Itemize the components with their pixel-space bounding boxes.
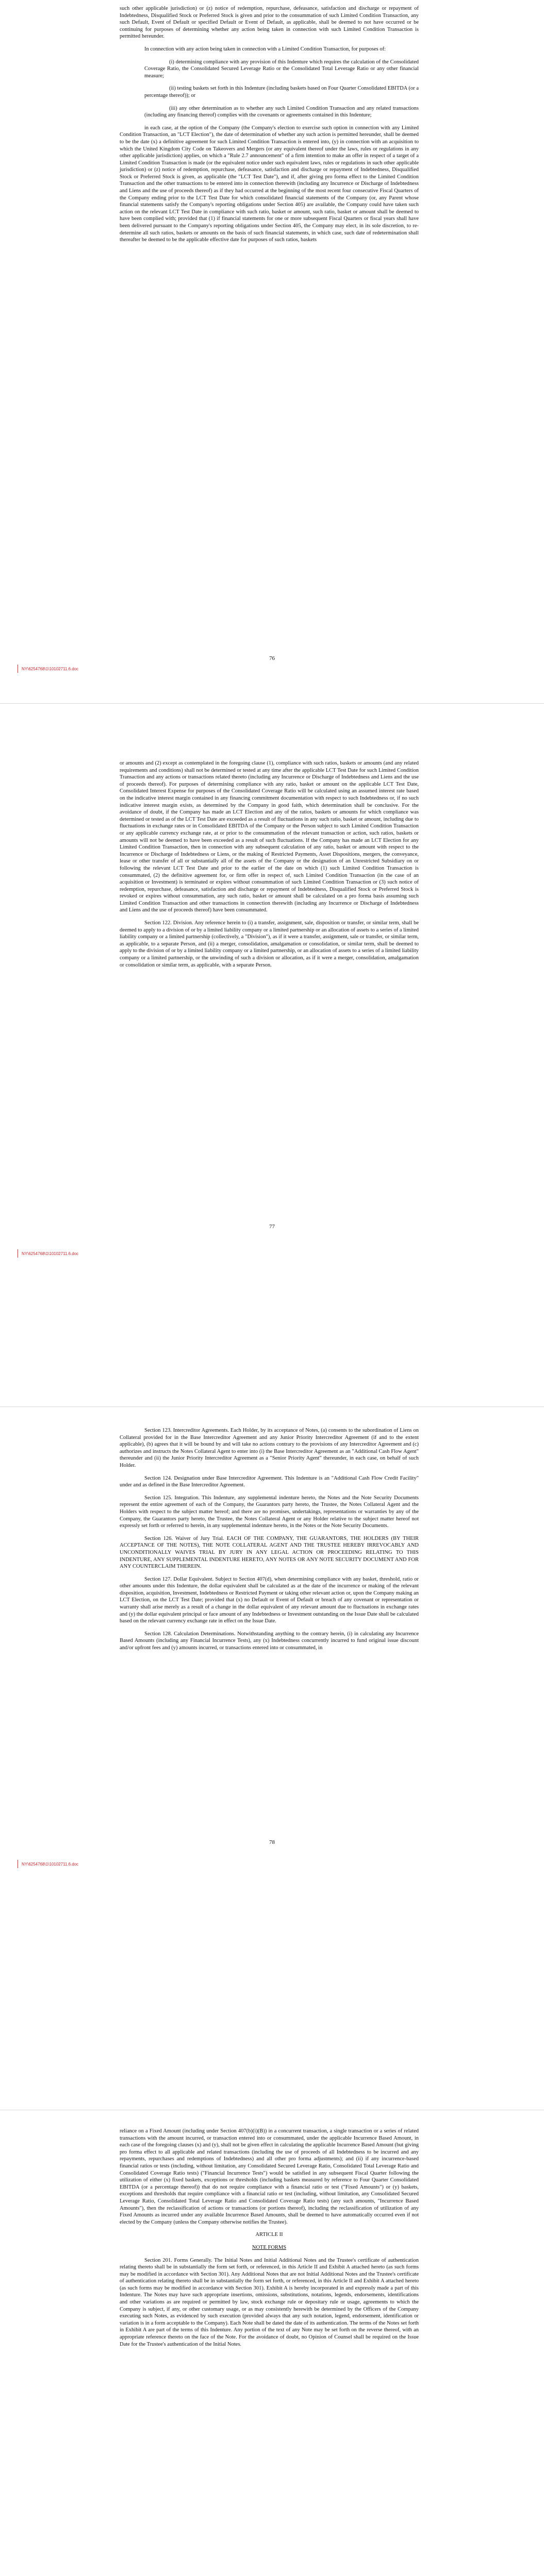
paragraph: Section 127. Dollar Equivalent. Subject to Section 407(d), when determining compliance with any basket, threshold, ratio or other amounts under this Indenture, the dollar equivalent shall be calculated as at the date of the incurrence or making of the relevant disposition, acquisition, Investment, Indebtedness or Restricted Payment or taking other relevant action or, upon the Company making an LCT Election, on the LCT Test Date; provided that (x) no Default or Event of Default or breach of any covenant or representation or warranty shall arise merely as a result of a change in the dollar equivalent of any relevant amount due to fluctuations in exchange rates and (y) the dollar equivalent principal or face amount of any Indebtedness or Investment outstanding on the Issue Date shall be calculated based on the relevant currency exchange rate in effect on the Issue Date.: [120, 1576, 419, 1624]
article-title: ARTICLE II: [255, 2232, 283, 2238]
page-77-body: [120, 760, 419, 974]
page-76-body: [120, 5, 419, 249]
paragraph: Section 125. Integration. This Indenture, any supplemental indenture hereto, the Notes and the Note Security Documents represent the entire agreement of each of the Company, the Guarantors party hereto, the Trustee, the Notes Collateral Agent and the Holders with respect to the subject matter hereof; and there are no promises, undertakings, representations or warranties by any of the Company, the Guarantors party hereto, the Trustee, the Notes Collateral Agent or any Holder relative to the subject matter hereof not expressly set forth or referred to herein, in any supplemental indenture hereto, in the Notes or the Note Security Documents.: [120, 1495, 419, 1529]
paragraph: Section 122. Division. Any reference herein to (i) a transfer, assignment, sale, disposition or transfer, or similar term, shall be deemed to apply to a division of or by a limited liability company or a limited partnership or an allocation of assets to a series of a limited liability company or a limited partnership (collectively, a "Division"), as if it were a transfer, assignment, sale or transfer, or similar term, as applicable, to a separate Person, and (ii) a merger, consolidation, amalgamation or consolidation, or similar term, shall be deemed to apply to the division of or by a limited liability company or a limited partnership, or an allocation of assets to a series of a limited liability company or a limited partnership, or the unwinding of such a division or allocation, as if it were a merger, consolidation, amalgamation or consolidation or similar term, as applicable, with a separate Person.: [120, 920, 419, 968]
article-subtitle: NOTE FORMS: [252, 2244, 287, 2250]
paragraph: In connection with any action being taken in connection with a Limited Condition Transaction, for purposes of:: [144, 46, 386, 52]
page-77: [0, 703, 544, 1406]
paragraph: reliance on a Fixed Amount (including under Section 407(b)(i)(B)) in a concurrent transaction, a single transaction or a series of related transactions with the amount incurred, or transaction entered into or consummated, under the applicable Incurrence Based Amount, in each case of the foregoing clauses (x) and (y), shall not be given effect in calculating the applicable Incurrence Based Amount (but giving pro forma effect to all applicable and related transactions (including the use of proceeds of all Indebtedness to be incurred and any repayments, repurchases and redemptions of Indebtedness) and all other pro forma adjustments); and (ii) if any incurrence-based financial ratios or tests (including, without limitation, any Consolidated Secured Leverage Ratio, Consolidated Total Leverage Ratio and Consolidated Coverage Ratio tests) ("Financial Incurrence Tests") would be satisfied in any subsequent Fiscal Quarter following the utilization of either (x) fixed baskets, exceptions or thresholds (including baskets measured by reference to Four Quarter Consolidated EBITDA (or a percentage thereof)) that do not require compliance with a financial ratio or test ("Fixed Amounts") or (y) baskets, exceptions and thresholds that require compliance with a financial ratio or test (including, without limitation, any Consolidated Secured Leverage Ratio, Consolidated Total Leverage Ratio and Consolidated Coverage Ratio tests) (any such amounts, "Incurrence Based Amounts"), then the reclassification of actions or transactions (or portions thereof), including the reclassification of utilization of any Fixed Amounts as incurred under any available Incurrence Based Amounts, shall be deemed to have automatically occurred even if not elected by the Company (unless the Company otherwise notifies the Trustee).: [120, 2128, 419, 2225]
paragraph: (ii) testing baskets set forth in this Indenture (including baskets based on Four Quarter Consolidated EBITDA (or a percentage thereof)); or: [144, 86, 419, 98]
paragraph: (iii) any other determination as to whether any such Limited Condition Transaction and any related transactions (including any financing thereof) complies with the covenants or agreements contained in this Indenture;: [144, 105, 419, 118]
page-79: [0, 2110, 544, 2576]
document-id: NY\6254768\1\10102711.6.doc: [22, 1862, 79, 1867]
page-78-body: [120, 1427, 419, 1657]
page-number: 77: [269, 1224, 275, 1230]
paragraph: such other applicable jurisdiction) or (z) notice of redemption, repurchase, defeasance, satisfaction and discharge or repayment of Indebtedness, Disqualified Stock or Preferred Stock is given and prior to the consummation of such Limited Condition Transaction, any such Default, Event of Default or specified Default or Event of Default, as applicable, shall be deemed to not have occurred or be continuing for purposes of determining whether any action being taken in connection with such Limited Condition Transaction is permitted hereunder.: [120, 6, 419, 40]
page-79-body: [120, 2128, 419, 2353]
page-78: [0, 1406, 544, 2110]
page-number: 78: [269, 1839, 275, 1845]
paragraph: Section 123. Intercreditor Agreements. Each Holder, by its acceptance of Notes, (a) consents to the subordination of Liens on Collateral provided for in the Base Intercreditor Agreement and any Junior Priority Intercreditor Agreement (if and to the extent applicable), (b) agrees that it will be bound by and will take no actions contrary to the provisions of any Intercreditor Agreement and (c) authorizes and instructs the Notes Collateral Agent to enter into (i) the Base Intercreditor Agreement as an "Additional Cash Flow Agent" thereunder and (ii) the Junior Priority Intercreditor Agreement as a "Senior Priority Agent" thereunder, in each case, on behalf of such Holder.: [120, 1428, 419, 1468]
page-76: [0, 0, 544, 703]
paragraph: or amounts and (2) except as contemplated in the foregoing clause (1), compliance with such ratios, baskets or amounts (and any related requirements and conditions) shall not be determined or tested at any time after the applicable LCT Test Date for such Limited Condition Transaction and any actions or transactions related thereto (including any Incurrence or Discharge of Indebtedness and Liens and the use of proceeds thereof). For purposes of determining compliance with any ratio, basket or amount on the applicable LCT Test Date, Consolidated Interest Expense for purposes of the Consolidated Coverage Ratio will be calculated using an assumed interest rate based on the indicative interest margin contained in any financing commitment documentation with respect to such Indebtedness or, if no such indicative interest margin exists, as determined by the Company in good faith, which determination shall be conclusive. For the avoidance of doubt, if the Company has made an LCT Election and any of the ratios, baskets or amounts for which compliance was determined or tested as of the LCT Test Date are exceeded as a result of fluctuations in any such ratio, basket or amount, including due to fluctuations in exchange rates or in Consolidated EBITDA of the Company or the Person subject to such Limited Condition Transaction or any applicable currency exchange rate, at or prior to the consummation of the relevant transaction or action, such ratios, baskets or amounts will not be deemed to have been exceeded as a result of such fluctuations. If the Company has made an LCT Election for any Limited Condition Transaction, then in connection with any subsequent calculation of any ratio, basket or amount with respect to the Incurrence or Discharge of Indebtedness or Liens, or the making of Restricted Payments, Asset Dispositions, mergers, the conveyance, lease or other transfer of all or substantially all of the assets of the Company or the designation of an Unrestricted Subsidiary on or following the relevant LCT Test Date and prior to the earlier of the date on which (1) such Limited Condition Transaction is consummated, (2) the definitive agreement for, or firm offer in respect of, such Limited Condition Transaction (in the case of an acquisition or Investment) is terminated or expires without consummation of such Limited Condition Transaction or (3) such notice of redemption, repurchase, defeasance, satisfaction and discharge or repayment of Indebtedness, Disqualified Stock or Preferred Stock is revoked or expires without consummation, any such ratio, basket or amount shall be calculated on a pro forma basis assuming such Limited Condition Transaction and other transactions in connection therewith (including any Incurrence or Discharge of Indebtedness and Liens and the use of proceeds thereof) have been consummated.: [120, 760, 419, 913]
paragraph: Section 124. Designation under Base Intercreditor Agreement. This Indenture is an "Additional Cash Flow Credit Facility" under and as defined in the Base Intercreditor Agreement.: [120, 1475, 419, 1488]
paragraph: Section 201. Forms Generally. The Initial Notes and Initial Additional Notes and the Trustee's certificate of authentication relating thereto shall be in substantially the form set forth, or referenced, in this Article II and Exhibit A attached hereto (as such forms may be modified in accordance with Section 301). Any Additional Notes that are not Initial Additional Notes and the Trustee's certificate of authentication relating thereto shall be in substantially the form set forth, or referenced, in this Article II and Exhibit A attached hereto (as such forms may be modified in accordance with Section 301). Exhibit A is hereby incorporated in and expressly made a part of this Indenture. The Notes may have such appropriate insertions, omissions, substitutions, notations, legends, endorsements, identifications and other variations as are required or permitted by law, stock exchange rule or depositary rule or usage, agreements to which the Company is subject, if any, or other customary usage, or as may consistently herewith be determined by the Officers of the Company executing such Notes, as evidenced by such execution (provided always that any such notation, legend, endorsement, identification or variation is in a form acceptable to the Company). Each Note shall be dated the date of its authentication. The terms of the Notes set forth in Exhibit A are part of the terms of this Indenture. Any portion of the text of any Note may be set forth on the reverse thereof, with an appropriate reference thereto on the face of the Note. For the avoidance of doubt, no Opinion of Counsel shall be required on the Issue Date for the Trustee's authentication of the Initial Notes.: [120, 2257, 419, 2347]
paragraph: (i) determining compliance with any provision of this Indenture which requires the calculation of the Consolidated Coverage Ratio, the Consolidated Secured Leverage Ratio or the Consolidated Total Leverage Ratio or any other financial measure;: [144, 59, 419, 79]
paragraph: Section 126. Waiver of Jury Trial. EACH OF THE COMPANY, THE GUARANTORS, THE HOLDERS (BY THEIR ACCEPTANCE OF THE NOTES), THE NOTE COLLATERAL AGENT AND THE TRUSTEE HEREBY IRREVOCABLY AND UNCONDITIONALLY WAIVES TRIAL BY JURY IN ANY LEGAL ACTION OR PROCEEDING RELATING TO THIS INDENTURE, ANY SUPPLEMENTAL INDENTURE HERETO, ANY NOTES OR ANY NOTE SECURITY DOCUMENT AND FOR ANY COUNTERCLAIM THEREIN.: [120, 1535, 419, 1570]
paragraph: in each case, at the option of the Company (the Company's election to exercise such option in connection with any Limited Condition Transaction, an "LCT Election"), the date of determination of whether any such action is permitted hereunder, shall be deemed to be the date (x) a definitive agreement for such Limited Condition Transaction is entered into, (y) in connection with an acquisition to which the United Kingdom City Code on Takeovers and Mergers (or any equivalent thereof under the laws, rules or regulations in any other applicable jurisdiction) applies, on which a "Rule 2.7 announcement" of a firm intention to make an offer in respect of a target of a Limited Condition Transaction is made (or the equivalent notice under such equivalent laws, rules or regulations in such other applicable jurisdiction) or (z) notice of redemption, repurchase, defeasance, satisfaction and discharge or repayment of Indebtedness, Disqualified Stock or Preferred Stock is given, as applicable (the "LCT Test Date"), and if, after giving pro forma effect to the Limited Condition Transaction and the other transactions to be entered into in connection therewith (including any Incurrence or Discharge of Indebtedness and Liens and the use of proceeds thereof) as if they had occurred at the beginning of the most recent four consecutive Fiscal Quarters of the Company ending prior to the LCT Test Date for which consolidated financial statements of the Company (or, any Parent whose financial statements satisfy the Company's reporting obligations under Section 405) are available, the Company could have taken such action on the relevant LCT Test Date in compliance with such ratio, basket or amount, such ratio, basket or amount shall be deemed to have been complied with; provided that (1) if financial statements for one or more subsequent Fiscal Quarters or fiscal years shall have been delivered pursuant to the Company's reporting obligations under Section 405, the Company may elect, in its sole discretion, to re-determine all such ratios, baskets or amounts on the basis of such financial statements, in which case, such date of redetermination shall thereafter be deemed to be the applicable effective date for purposes of such ratios, baskets: [120, 125, 419, 243]
document-id: NY\6254768\1\10102711.6.doc: [22, 667, 79, 671]
page-number: 76: [269, 655, 275, 662]
document-id: NY\6254768\1\10102711.6.doc: [22, 1251, 79, 1256]
paragraph: Section 128. Calculation Determinations. Notwithstanding anything to the contrary herein, (i) in calculating any Incurrence Based Amounts (including any Financial Incurrence Tests), any (x) Indebtedness concurrently incurred to fund original issue discount and/or upfront fees and (y) amounts incurred, or transactions entered into or consummated, in: [120, 1631, 419, 1651]
